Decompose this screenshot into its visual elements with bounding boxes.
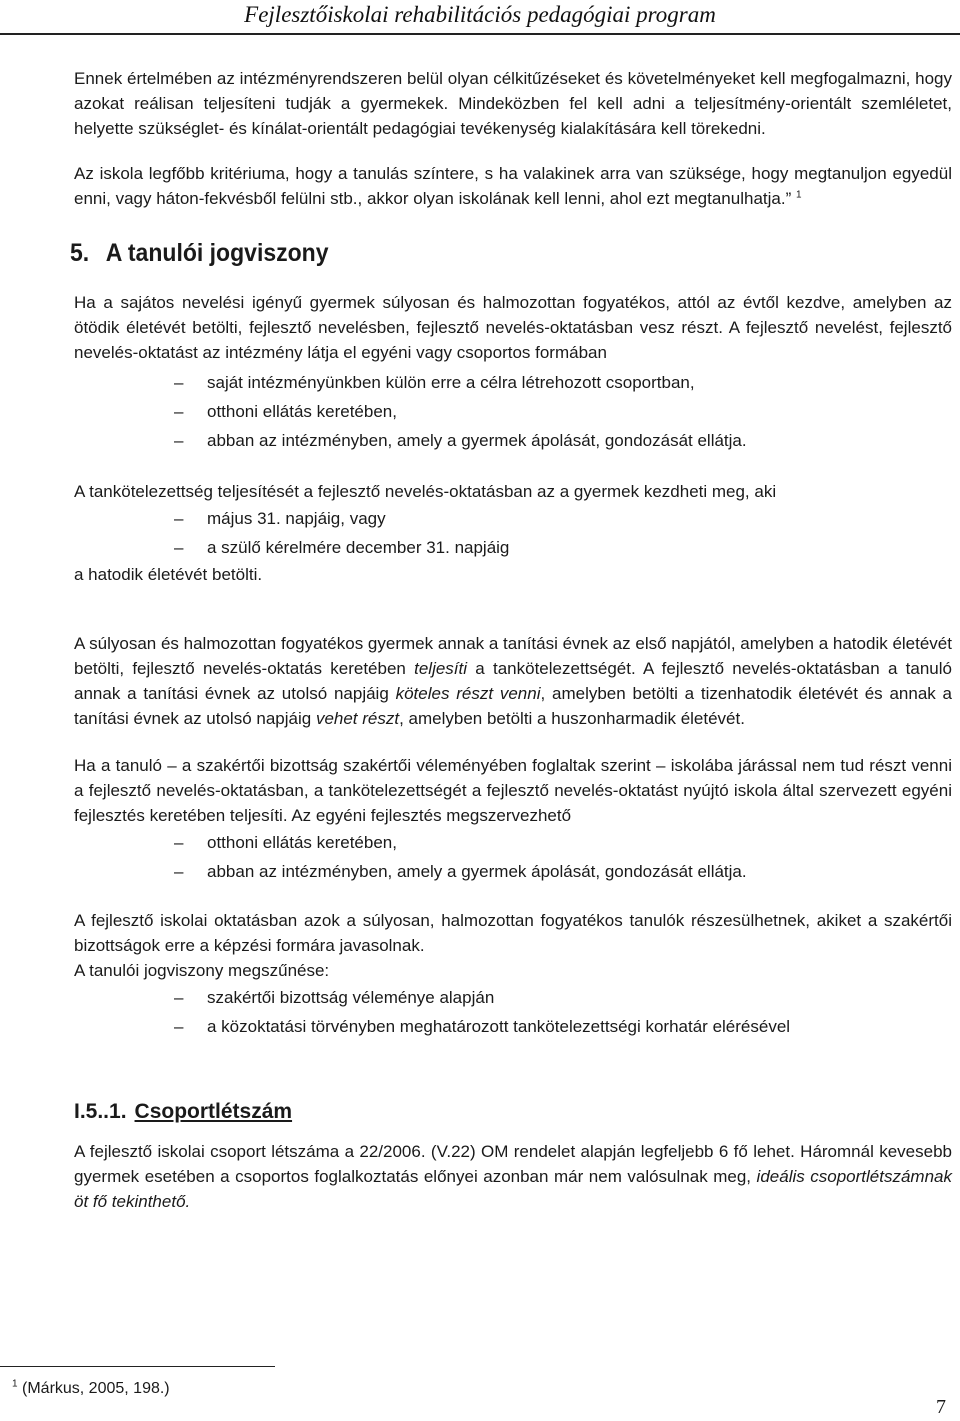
paragraph-4-end: a hatodik életévét betölti. [74,565,263,584]
list-item: – abban az intézményben, amely a gyermek ápolását, gondozását ellátja. [174,431,747,450]
paragraph-5: A súlyosan és halmozottan fogyatékos gyermek annak a tanítási évnek az első napjától, amelyben a hatodik életévét betölti, fejlesztő nevelés-oktatás keretében teljesíti a tankötelezettségét. A fejlesztő nevelés-oktatásban a tanuló annak a tanítási évnek az utolsó napjáig köteles részt venni, amelyben betölti a tizenhatodik életévét és annak a tanítási évnek az utolsó napjáig vehet részt, amelyben betölti a huszonharmadik életévét. [74,634,953,728]
footnote: $^1$ (Márkus, 2005, 198.) [12,1378,170,1397]
header-rule [0,33,960,35]
paragraph-8: A tanulói jogviszony megszűnése: [74,961,330,980]
list-item: – abban az intézményben, amely a gyermek ápolását, gondozását ellátja. [174,862,747,881]
paragraph-2 [74,161,952,211]
paragraph-6: Ha a tanuló – a szakértői bizottság szakértői véleményében foglaltak szerint – iskolába járással nem tud részt venni a fejlesztő nevelés-oktatásban, a tankötelezettségét a fejlesztő nevelés-oktatást nyújtó iskola által szervezett egyéni fejlesztés keretében teljesíti. Az egyéni fejlesztés megszervezhető [74,756,952,825]
footnote-rule [0,1366,275,1367]
list-item: – május 31. napjáig, vagy [174,509,386,528]
subsection-number: I.5..1. [74,1100,127,1123]
page-header-title: Fejlesztőiskolai rehabilitációs pedagógiai program [244,2,716,27]
paragraph-9: A fejlesztő iskolai csoport létszáma a 22/2006. (V.22) OM rendelet alapján legfeljebb 6 fő lehet. Háromnál kevesebb gyermek esetében a csoportos foglalkoztatás előnyei azonban már nem valósulnak meg, ideális csoportlétszámnak öt fő tekinthető. [74,1142,952,1211]
section-title: A tanulói jogviszony [105,239,329,267]
list-item: – a szülő kérelmére december 31. napjáig [174,538,510,557]
section-heading-5 [70,237,881,269]
list-item: – szakértői bizottság véleménye alapján [174,988,495,1007]
paragraph-2-text: Az iskola legfőbb kritériuma, hogy a tanulás színtere, s ha valakinek arra van szüksége, hogy megtanuljon egyedül enni, vagy háton-fekvésből felülni stb., akkor olyan iskolának kell lenni, ahol ezt megtanulhatja.” [74,164,952,208]
list-item: – a közoktatási törvényben meghatározott tankötelezettségi korhatár elérésével [174,1017,791,1036]
subsection-heading [74,1097,952,1127]
section-number: 5. [70,239,90,267]
paragraph-4: A tankötelezettség teljesítését a fejlesztő nevelés-oktatásban az a gyermek kezdheti meg, aki [74,482,777,501]
footnote-ref[interactable]: 1 [795,189,802,201]
paragraph-1: Ennek értelmében az intézményrendszeren belül olyan célkitűzéseket és követelményeket kell megfogalmazni, hogy azokat reálisan teljesíteni tudják a gyermekek. Mindeközben fel kell adni a teljesítmény-orientált szemléletet, helyette szükséglet- és kínálat-orientált pedagógiai tevékenység kialakítására kell törekedni. [74,69,952,138]
paragraph-7: A fejlesztő iskolai oktatásban azok a súlyosan, halmozottan fogyatékos tanulók részesülhetnek, akiket a szakértői bizottságok erre a képzési formára javasolnak. [74,911,952,955]
page-number: 7 [936,1396,946,1418]
list-item: – saját intézményünkben külön erre a célra létrehozott csoportban, [174,373,695,392]
list-item: – otthoni ellátás keretében, [174,833,397,852]
subsection-title: Csoportlétszám [134,1100,293,1123]
list-item: – otthoni ellátás keretében, [174,402,397,421]
page-content [70,66,953,1214]
paragraph-3: Ha a sajátos nevelési igényű gyermek súlyosan és halmozottan fogyatékos, attól az évtől kezdve, amelyben az ötödik életévét betölti, fejlesztő nevelésben, fejlesztő nevelés-oktatásban vesz részt. A fejlesztő nevelést, fejlesztő nevelés-oktatást az intézmény látja el egyéni vagy csoportos formában [74,293,952,362]
